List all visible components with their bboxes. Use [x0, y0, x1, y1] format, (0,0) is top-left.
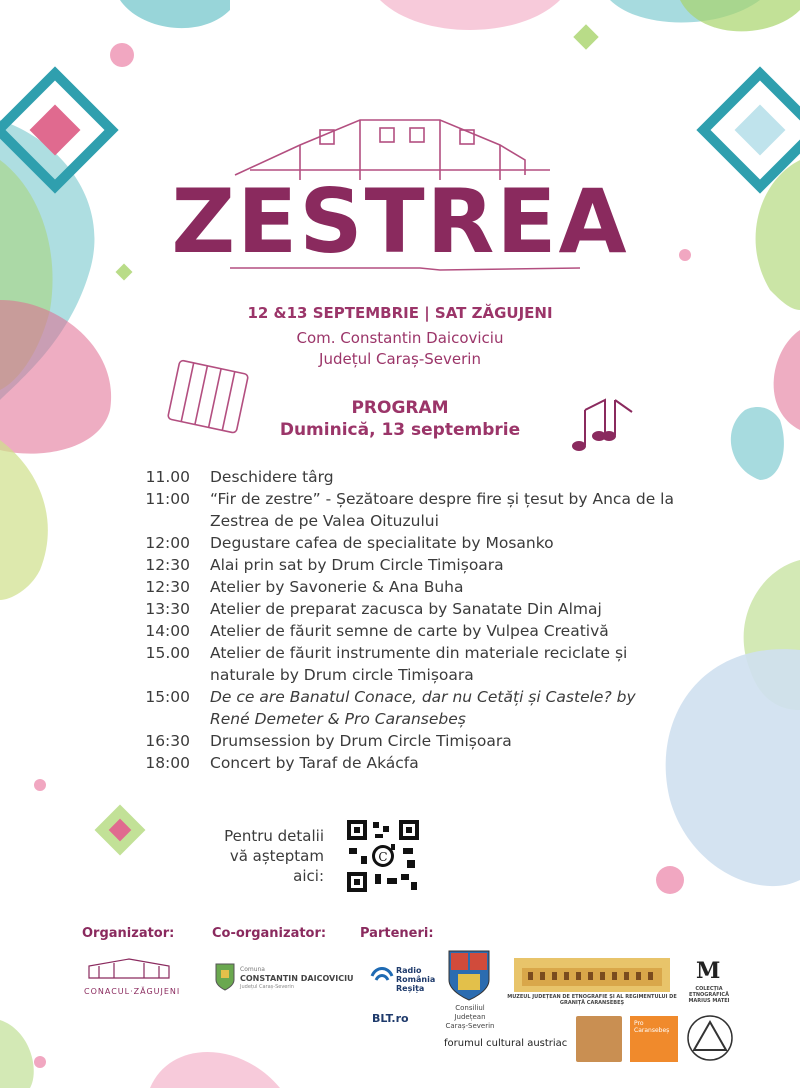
schedule-text: Atelier de preparat zacusca by Sanatate Din Almaj	[210, 600, 602, 618]
schedule-text: Atelier de făurit semne de carte by Vulpea Creativă	[210, 622, 609, 640]
pro-caransebes-text: Pro Caransebeș	[634, 1020, 670, 1034]
schedule-row	[120, 598, 680, 620]
schedule-row	[120, 752, 680, 774]
schedule-text: Alai prin sat by Drum Circle Timișoara	[210, 556, 504, 574]
pro-caransebes-logo	[630, 1016, 678, 1062]
schedule-text: Drumsession by Drum Circle Timișoara	[210, 732, 512, 750]
schedule-row	[120, 686, 680, 730]
schedule-row	[120, 642, 680, 686]
program-heading: PROGRAM	[351, 398, 449, 418]
schedule-list	[120, 466, 680, 774]
museum-name: MUZEUL JUDEȚEAN DE ETNOGRAFIE ȘI AL REGIMENTULUI DE GRANIȚĂ CARANSEBEȘ	[507, 994, 677, 1006]
schedule-time: 11.00	[145, 468, 190, 486]
schedule-time: 12:00	[145, 534, 190, 552]
schedule-time: 15:00	[145, 688, 190, 706]
schedule-time: 16:30	[145, 732, 190, 750]
colectia-name: COLECȚIA ETNOGRAFICĂ MARIUS MATEI	[688, 986, 730, 1004]
schedule-text: Concert by Taraf de Akácfa	[210, 754, 419, 772]
details-text	[200, 826, 324, 886]
county-council-name	[440, 1004, 500, 1031]
schedule-row	[120, 576, 680, 598]
blt-logo: BLT.ro	[372, 1012, 409, 1025]
schedule-row	[120, 620, 680, 642]
schedule-time: 13:30	[145, 600, 190, 618]
coorg-sub: Județul Caraș-Severin	[240, 984, 294, 990]
organizer-label: Organizator:	[82, 926, 175, 941]
partners-label: Parteneri:	[360, 926, 434, 941]
schedule-row	[120, 466, 680, 488]
schedule-row	[120, 532, 680, 554]
poster-title: ZESTREA	[171, 170, 629, 273]
coorganizer-label: Co-organizator:	[212, 926, 327, 941]
schedule-text: “Fir de zestre” - Șezătoare despre fire și țesut by Anca de la Zestrea de pe Valea Oituzului	[210, 490, 674, 530]
coorg-name: CONSTANTIN DAICOVICIU	[240, 974, 354, 983]
county-council-crest	[446, 948, 492, 1002]
schedule-row	[120, 488, 680, 532]
details-line: Pentru detalii	[224, 827, 324, 845]
schedule-time: 12:30	[145, 578, 190, 596]
schedule-text: Degustare cafea de specialitate by Mosanko	[210, 534, 554, 552]
svg-text:C: C	[378, 850, 388, 864]
organizer-name: CONACUL·ZĂGUJENI	[84, 987, 181, 996]
schedule-time: 15.00	[145, 644, 190, 662]
coorg-small: Comuna	[240, 966, 265, 973]
schedule-time: 14:00	[145, 622, 190, 640]
schedule-row	[120, 554, 680, 576]
schedule-text: Atelier by Savonerie & Ana Buha	[210, 578, 464, 596]
consiliu-line2: Caraș-Severin	[445, 1022, 495, 1030]
museum-building-logo	[514, 958, 670, 992]
radio-romania-icon	[370, 964, 394, 988]
details-line: aici:	[293, 867, 324, 885]
radio-name: Radio România Reșița	[396, 966, 436, 993]
schedule-text: Atelier de făurit instrumente din materiale reciclate și naturale by Drum circle Timișoara	[210, 644, 628, 684]
schedule-time: 12:30	[145, 556, 190, 574]
details-line: vă așteptam	[229, 847, 324, 865]
forum-logo: forumul cultural austriac	[444, 1038, 568, 1049]
event-commune: Com. Constantin Daicoviciu	[296, 329, 504, 347]
event-dates: 12 &13 SEPTEMBRIE | SAT ZĂGUJENI	[247, 304, 553, 322]
program-day: Duminică, 13 septembrie	[279, 420, 521, 440]
marius-matei-monogram-icon: M	[696, 958, 721, 984]
schedule-time: 11:00	[145, 490, 190, 508]
partner-badge-icon	[576, 1016, 622, 1062]
schedule-text: De ce are Banatul Conace, dar nu Cetăți și Castele? by René Demeter & Pro Caransebeș	[210, 688, 636, 728]
consiliu-line1: Consiliul Județean	[454, 1004, 486, 1021]
partner-triangle-logo	[686, 1014, 734, 1062]
schedule-text: Deschidere târg	[210, 468, 334, 486]
qr-code[interactable]	[345, 818, 421, 894]
commune-crest-logo	[214, 962, 236, 992]
event-county: Județul Caraș-Severin	[319, 350, 481, 368]
conacul-manor-logo	[84, 956, 174, 986]
schedule-row	[120, 730, 680, 752]
schedule-time: 18:00	[145, 754, 190, 772]
